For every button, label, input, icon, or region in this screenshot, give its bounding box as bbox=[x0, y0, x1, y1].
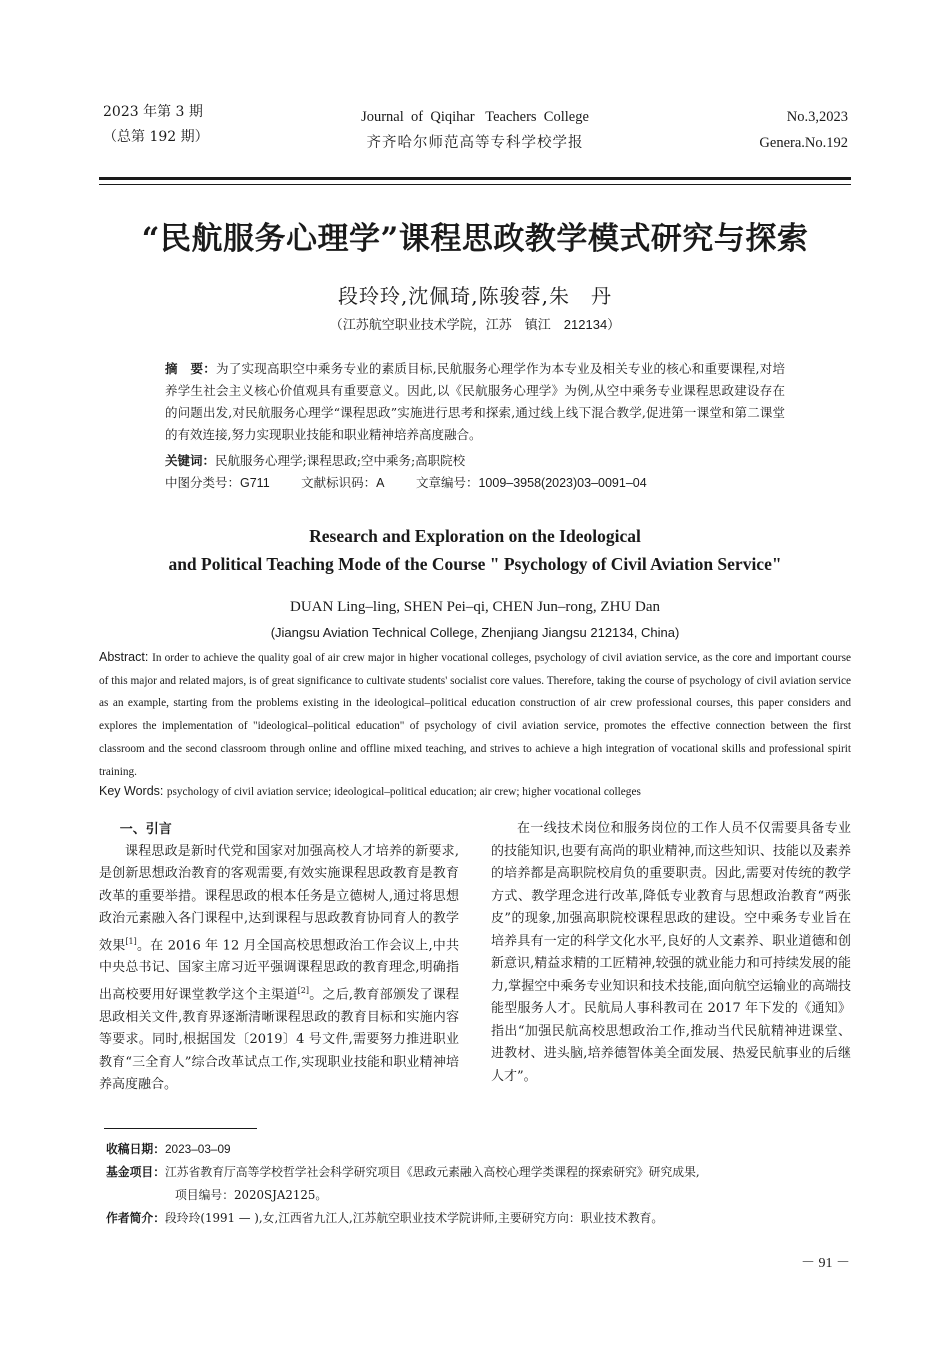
abstract-cn bbox=[165, 358, 785, 446]
english-title-line2: and Political Teaching Mode of the Course " Psychology of Civil Aviation Service" bbox=[168, 554, 782, 574]
issue-info-left bbox=[103, 100, 209, 150]
english-title-line1: Research and Exploration on the Ideological bbox=[309, 526, 641, 546]
issue-en: No.3,2023 bbox=[786, 109, 848, 125]
keywords-cn-label: 关键词： bbox=[165, 454, 216, 468]
received-date bbox=[106, 1138, 851, 1161]
affiliation: （江苏航空职业技术学院，江苏 镇江 212134） bbox=[329, 317, 621, 332]
keywords-en bbox=[99, 781, 851, 802]
article-number: 文章编号：1009–3958(2023)03–0091–04 bbox=[415, 476, 647, 490]
author-bio bbox=[106, 1207, 851, 1230]
fund-project-number: 项目编号：2020SJA2125。 bbox=[175, 1188, 328, 1202]
section-heading: 一、引言 bbox=[119, 821, 172, 836]
abstract-en-label: Abstract: bbox=[99, 650, 153, 664]
footnotes bbox=[106, 1138, 851, 1230]
journal-name bbox=[290, 104, 660, 156]
keywords-en-label: Key Words: bbox=[99, 784, 167, 798]
paragraph-right: 在一线技术岗位和服务岗位的工作人员不仅需要具备专业的技能知识,也要有高尚的职业精神,而这些知识、技能以及素养的培养都是高职院校肩负的重要职责。因此,需要对传统的教学方式、教学理念进行改革,降低专业教育与思想政治教育“两张皮”的现象,加强高职院校课程思政的建设。空中乘务专业旨在培养具有一定的科学文化水平,良好的人文素养、职业道德和创新意识,精益求精的工匠精神,较强的就业能力和可持续发展的能力,掌握空中乘务专业知识和技术技能,面向航空运输业的高端技能型服务人才。民航局人事科教司在 2017 年下发的《通知》指出“加强民航高校思想政治工作,推动当代民航精神进课堂、进教材、进头脑,培养德智体美全面发展、热爱民航事业的后继人才”。 bbox=[491, 821, 851, 1084]
paragraph-intro bbox=[99, 841, 459, 1097]
journal-cn: 齐齐哈尔师范高等专科学校学报 bbox=[366, 135, 584, 151]
body-column-left bbox=[99, 818, 459, 1097]
header-rule-thin bbox=[99, 184, 851, 185]
received-value: 2023–03–09 bbox=[165, 1142, 231, 1156]
english-affiliation: (Jiangsu Aviation Technical College, Zhenjiang Jiangsu 212134, China) bbox=[270, 625, 680, 640]
paragraph-text: 课程思政是新时代党和国家对加强高校人才培养的新要求,是创新思想政治教育的客观需要,有效实施课程思政教育是教育改革的重要举措。课程思政的根本任务是立德树人,通过将思想政治元素融入各门课程中,达到课程与思政教育协同育人的教学效果 bbox=[99, 843, 459, 953]
journal-en: Journal of Qiqihar Teachers College bbox=[361, 109, 589, 125]
issue-total-cn: （总第 192 期） bbox=[103, 129, 209, 145]
header-rule-thick bbox=[99, 177, 851, 180]
paragraph-text: 。之后,教育部颁发了课程思政相关文件,教育界逐渐清晰课程思政的教育目标和实施内容等要求。同时,根据国发〔2019〕4 号文件,需要努力推进职业教育“三全育人”综合改革试点工作,实现职业技能和职业精神培养高度融合。 bbox=[99, 987, 459, 1093]
classification-row bbox=[165, 472, 805, 494]
fund-text: 江苏省教育厅高等学校哲学社会科学研究项目《思政元素融入高校心理学类课程的探索研究》研究成果, bbox=[165, 1165, 700, 1179]
genera-en: Genera.No.192 bbox=[759, 135, 848, 151]
citation-ref: [1] bbox=[125, 936, 137, 946]
keywords-cn-text: 民航服务心理学;课程思政;空中乘务;高职院校 bbox=[215, 453, 466, 468]
received-label: 收稿日期： bbox=[106, 1142, 165, 1156]
keywords-cn bbox=[165, 450, 805, 472]
paper-title: “民航服务心理学”课程思政教学模式研究与探索 bbox=[141, 221, 809, 257]
fund-label: 基金项目： bbox=[106, 1165, 165, 1179]
authors: 段玲玲,沈佩琦,陈骏蓉,朱 丹 bbox=[337, 284, 613, 308]
abstract-cn-text: 为了实现高职空中乘务专业的素质目标,民航服务心理学作为本专业及相关专业的核心和重要课程,对培养学生社会主义核心价值观具有重要意义。因此,以《民航服务心理学》为例,从空中乘务专业课程思政建设存在的问题出发,对民航服务心理学“课程思政”实施进行思考和探索,通过线上线下混合教学,促进第一课堂和第二课堂的有效连接,努力实现职业技能和职业精神培养高度融合。 bbox=[165, 361, 785, 442]
abstract-en bbox=[99, 646, 851, 783]
citation-ref: [2] bbox=[297, 985, 309, 995]
keywords-en-text: psychology of civil aviation service; ideological–political education; air crew; higher vocational colleges bbox=[166, 786, 641, 798]
english-title bbox=[60, 522, 890, 578]
abstract-en-text: In order to achieve the quality goal of air crew major in higher vocational colleges, psychology of civil aviation service, as the core and important course of this major and related majors, is of great significance to cultivate students' socialist core values. Therefore, taking the course of psychology of civil aviation service as an example, starting from the problems existing in the ideological–political education construction of air crew professional courses, this paper considers and explores the implementation of "ideological–political education" of psychology of civil aviation service, promotes the effective connection between the first classroom and the second classroom through online and offline mixed teaching, and strives to achieve a high integration of vocational skills and professional spirit training. bbox=[99, 652, 851, 778]
abstract-cn-label: 摘 要： bbox=[165, 362, 216, 376]
paragraph-text: 。在 2016 年 12 月全国高校思想政治工作会议上,中共中央总书记、国家主席习近平强调课程思政的教育理念,明确指出高校要用好课堂教学这个主渠道 bbox=[99, 937, 459, 1003]
author-bio-text: 段玲玲(1991 — ),女,江西省九江人,江苏航空职业技术学院讲师,主要研究方向：职业技术教育。 bbox=[165, 1211, 664, 1225]
issue-info-right bbox=[700, 104, 848, 156]
body-column-right bbox=[491, 818, 851, 1088]
document-code: 文献标识码：A bbox=[301, 476, 385, 490]
footnote-rule bbox=[104, 1128, 257, 1129]
english-authors: DUAN Ling–ling, SHEN Pei–qi, CHEN Jun–rong, ZHU Dan bbox=[290, 599, 660, 615]
author-bio-label: 作者简介： bbox=[106, 1211, 165, 1225]
page-number: － 91 － bbox=[801, 1256, 850, 1271]
issue-cn: 2023 年第 3 期 bbox=[103, 104, 203, 120]
fund-info bbox=[106, 1161, 851, 1184]
clc-code: 中图分类号：G711 bbox=[165, 476, 270, 490]
